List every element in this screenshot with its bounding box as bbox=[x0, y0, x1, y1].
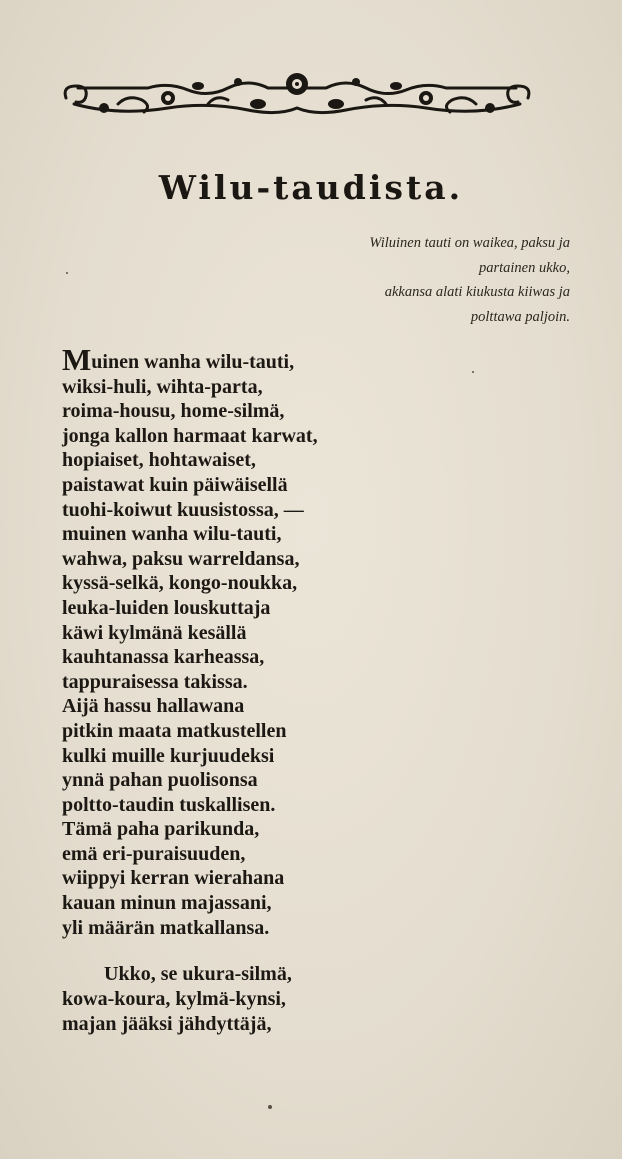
poem-line: wiksi-huli, wihta-parta, bbox=[62, 375, 263, 398]
poem-line: kauhtanassa karheassa, bbox=[62, 646, 265, 669]
poem-line: majan jääksi jähdyttäjä, bbox=[62, 1013, 272, 1035]
poem-line bbox=[62, 342, 502, 377]
poem-line: poltto-taudin tuskallisen. bbox=[62, 793, 276, 816]
poem-line-text: uinen wanha wilu-tauti, bbox=[91, 351, 295, 373]
poem-line: wahwa, paksu warreldansa, bbox=[62, 547, 300, 570]
poem-line: Ukko, se ukura-silmä, bbox=[104, 963, 292, 985]
poem-line: kowa-koura, kylmä-kynsi, bbox=[62, 988, 286, 1010]
poem-line: tappuraisessa takissa. bbox=[62, 670, 248, 693]
drop-cap: M bbox=[62, 342, 92, 377]
poem-line: jonga kallon harmaat karwat, bbox=[62, 424, 318, 447]
poem-line: yli määrän matkallansa. bbox=[62, 916, 270, 939]
paper-speck bbox=[66, 272, 68, 274]
poem-line: tuohi-koiwut kuusistossa, — bbox=[62, 498, 304, 521]
poem-line: leuka-luiden louskuttaja bbox=[62, 596, 271, 619]
poem-line: kulki muille kurjuudeksi bbox=[62, 744, 275, 767]
poem-line: Tämä paha parikunda, bbox=[62, 818, 260, 841]
poem-stanza-1 bbox=[62, 342, 502, 940]
page-title: Wilu-taudista. bbox=[158, 168, 464, 207]
epigraph-line: akkansa alati kiukusta kiiwas ja bbox=[384, 284, 570, 300]
poem-line: roima-housu, home-silmä, bbox=[62, 400, 285, 423]
epigraph-line: polttawa paljoin. bbox=[470, 308, 570, 325]
paper-speck bbox=[268, 1105, 272, 1109]
epigraph-line: Wiluinen tauti on waikea, paksu ja bbox=[369, 235, 570, 251]
poem-line: pitkin maata matkustellen bbox=[62, 719, 287, 742]
poem-line: kauan minun majassani, bbox=[62, 892, 272, 915]
poem-line: muinen wanha wilu-tauti, bbox=[62, 523, 282, 546]
poem-line: wiippyi kerran wierahana bbox=[62, 867, 285, 890]
ornamental-scroll-icon bbox=[58, 64, 536, 122]
poem-line: hopiaiset, hohtawaiset, bbox=[62, 449, 256, 472]
epigraph-line: partainen ukko, bbox=[478, 259, 570, 276]
poem-line: Aijä hassu hallawana bbox=[62, 695, 245, 718]
epigraph bbox=[240, 231, 570, 329]
poem-line: emä eri-puraisuuden, bbox=[62, 842, 246, 865]
poem-stanza-2 bbox=[62, 962, 502, 1037]
poem-line: kyssä-selkä, kongo-noukka, bbox=[62, 572, 298, 595]
poem-line: paistawat kuin päiwäisellä bbox=[62, 473, 288, 496]
paper-speck bbox=[472, 371, 474, 373]
poem-line: ynnä pahan puolisonsa bbox=[62, 769, 258, 792]
poem-line: käwi kylmänä kesällä bbox=[62, 621, 247, 644]
